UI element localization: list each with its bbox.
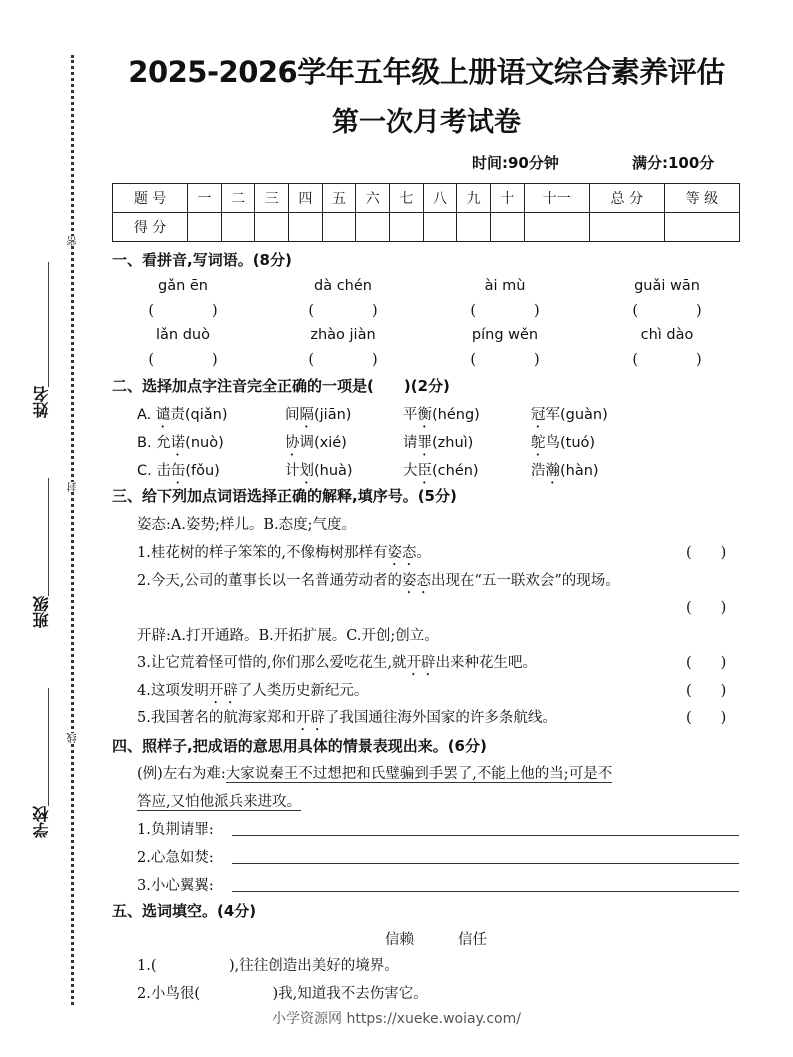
score-table-header bbox=[113, 184, 740, 213]
pinyin-prompt: lǎn duò bbox=[156, 327, 210, 343]
text-segment: 大 bbox=[403, 463, 418, 479]
example-text: 大家说秦王不过想把和氏璧骗到手罢了,不能上他的当;可是不 bbox=[225, 766, 613, 782]
fill-item[interactable]: 2.小鸟很( )我,知道我不去伤害它。 bbox=[137, 986, 428, 1002]
dotted-char: 瀚 bbox=[545, 463, 560, 479]
score-cell[interactable] bbox=[589, 213, 664, 242]
binding-mark: 线 bbox=[68, 733, 79, 743]
name-label: 姓名 bbox=[32, 386, 51, 418]
score-header-cell: 五 bbox=[322, 184, 356, 213]
score-header-cell: 七 bbox=[390, 184, 424, 213]
text-segment: 军(guàn) bbox=[545, 407, 608, 423]
definition-kaipi: 开辟:A.打开通路。B.开拓扩展。C.开创;创立。 bbox=[137, 628, 439, 644]
pinyin-prompt: ài mù bbox=[484, 278, 526, 294]
question-item bbox=[137, 679, 368, 707]
dotted-char: 开辟 bbox=[295, 710, 325, 726]
option-word bbox=[531, 403, 608, 431]
dotted-char: 谴 bbox=[155, 407, 171, 423]
score-cell[interactable] bbox=[221, 213, 255, 242]
score-cell[interactable] bbox=[188, 213, 222, 242]
pinyin-prompt: chì dào bbox=[640, 327, 694, 343]
option-word bbox=[403, 459, 479, 487]
binding-mark: 封 bbox=[68, 482, 79, 492]
text-segment: A. bbox=[137, 407, 156, 423]
idiom-label: 3.小心翼翼: bbox=[137, 878, 214, 894]
score-header-cell: 六 bbox=[356, 184, 390, 213]
dotted-char: 开辟 bbox=[406, 655, 436, 671]
text-segment: 间 bbox=[285, 407, 300, 423]
answer-paren[interactable]: ( ) bbox=[148, 303, 218, 319]
text-segment: C. 击 bbox=[137, 463, 171, 479]
dotted-char: 诺 bbox=[170, 435, 186, 451]
score-header-cell: 九 bbox=[457, 184, 491, 213]
option-word bbox=[137, 431, 224, 459]
text-segment: (nuò) bbox=[185, 435, 224, 451]
score-header-cell: 十一 bbox=[524, 184, 589, 213]
binding-dotted-line bbox=[71, 55, 74, 1005]
score-cell[interactable] bbox=[423, 213, 457, 242]
score-header-cell: 二 bbox=[221, 184, 255, 213]
option-word bbox=[403, 431, 473, 459]
section-1-heading: 一、看拼音,写词语。(8分) bbox=[112, 251, 292, 269]
dotted-char: 臣 bbox=[417, 463, 432, 479]
question-item bbox=[137, 706, 557, 734]
score-cell[interactable] bbox=[457, 213, 491, 242]
option-word bbox=[285, 431, 347, 459]
score-header-cell: 等 级 bbox=[664, 184, 739, 213]
class-label: 班级 bbox=[32, 596, 51, 628]
idiom-label: 1.负荆请罪: bbox=[137, 822, 214, 838]
score-cell[interactable] bbox=[490, 213, 524, 242]
score-row-label: 得 分 bbox=[113, 213, 188, 242]
example-prefix: (例)左右为难: bbox=[137, 766, 226, 782]
pinyin-prompt: guǎi wān bbox=[634, 278, 700, 294]
text-segment: 了人类历史新纪元。 bbox=[237, 683, 369, 699]
dotted-char: 开辟 bbox=[208, 683, 238, 699]
text-segment: B. 允 bbox=[137, 435, 171, 451]
answer-paren[interactable]: ( ) bbox=[632, 352, 702, 368]
class-field[interactable] bbox=[48, 478, 49, 596]
text-segment: 计 bbox=[285, 463, 300, 479]
text-segment: 浩 bbox=[531, 463, 546, 479]
text-segment: 2.今天,公司的董事长以一名普通劳动者的 bbox=[137, 573, 402, 589]
dotted-char: 缶 bbox=[170, 463, 186, 479]
text-segment: 调(xié) bbox=[299, 435, 347, 451]
option-word bbox=[137, 403, 228, 431]
score-header-cell: 八 bbox=[423, 184, 457, 213]
text-segment: (chén) bbox=[432, 463, 479, 479]
text-segment: 鸟(tuó) bbox=[545, 435, 596, 451]
score-cell[interactable] bbox=[390, 213, 424, 242]
text-segment: 。 bbox=[416, 545, 431, 561]
word-option: 信赖 bbox=[385, 932, 414, 948]
binding-mark: 密 bbox=[68, 236, 79, 246]
answer-paren[interactable]: ( ) bbox=[308, 352, 378, 368]
fill-item[interactable]: 1.( ),往往创造出美好的境界。 bbox=[137, 958, 399, 974]
text-segment: (hàn) bbox=[560, 463, 599, 479]
question-item bbox=[137, 541, 431, 569]
answer-line[interactable] bbox=[232, 835, 739, 836]
text-segment: (huà) bbox=[314, 463, 353, 479]
text-segment: (jiān) bbox=[314, 407, 352, 423]
question-item bbox=[137, 569, 620, 597]
text-segment: 请 bbox=[403, 435, 418, 451]
section-2-heading: 二、选择加点字注音完全正确的一项是( )(2分) bbox=[112, 377, 450, 395]
pinyin-prompt: dà chén bbox=[314, 278, 372, 294]
dotted-char: 冠 bbox=[531, 407, 546, 423]
dotted-char: 划 bbox=[299, 463, 314, 479]
answer-line[interactable] bbox=[232, 891, 739, 892]
score-header-cell: 题 号 bbox=[113, 184, 188, 213]
score-cell[interactable] bbox=[322, 213, 356, 242]
answer-paren[interactable]: ( ) bbox=[308, 303, 378, 319]
answer-paren[interactable]: ( ) bbox=[632, 303, 702, 319]
idiom-label: 2.心急如焚: bbox=[137, 850, 214, 866]
answer-paren[interactable]: ( ) bbox=[686, 710, 727, 726]
example-text: 答应,又怕他派兵来进攻。 bbox=[137, 794, 302, 810]
answer-paren[interactable]: ( ) bbox=[470, 352, 540, 368]
text-segment: 责(qiǎn) bbox=[170, 407, 228, 423]
text-segment: (héng) bbox=[432, 407, 480, 423]
text-segment: 平 bbox=[403, 407, 418, 423]
option-word bbox=[285, 403, 351, 431]
dotted-char: 鸵 bbox=[531, 435, 546, 451]
answer-line[interactable] bbox=[232, 863, 739, 864]
text-segment: 4.这项发明 bbox=[137, 683, 209, 699]
answer-paren[interactable]: ( ) bbox=[148, 352, 218, 368]
text-segment: 3.让它荒着怪可惜的,你们那么爱吃花生,就 bbox=[137, 655, 407, 671]
pinyin-prompt: píng wěn bbox=[471, 327, 539, 343]
answer-paren[interactable]: ( ) bbox=[686, 683, 727, 699]
dotted-char: 姿态 bbox=[387, 545, 417, 561]
score-header-cell: 总 分 bbox=[589, 184, 664, 213]
word-option: 信任 bbox=[458, 932, 487, 948]
example-line-2 bbox=[137, 790, 301, 811]
option-word bbox=[137, 459, 220, 487]
option-word bbox=[285, 459, 353, 487]
score-cell[interactable] bbox=[524, 213, 589, 242]
section-5-heading: 五、选词填空。(4分) bbox=[112, 902, 257, 920]
dotted-char: 隔 bbox=[299, 407, 314, 423]
text-segment: 1.桂花树的样子笨笨的,不像梅树那样有 bbox=[137, 545, 388, 561]
score-header-cell: 十 bbox=[490, 184, 524, 213]
section-4-heading: 四、照样子,把成语的意思用具体的情景表现出来。(6分) bbox=[112, 737, 487, 755]
score-header-cell: 三 bbox=[255, 184, 289, 213]
option-word bbox=[403, 403, 480, 431]
score-cell[interactable] bbox=[289, 213, 323, 242]
dotted-char: 罪 bbox=[417, 435, 432, 451]
text-segment: 出来种花生吧。 bbox=[435, 655, 538, 671]
definition-zitai: 姿态:A.姿势;样儿。B.态度;气度。 bbox=[137, 517, 356, 533]
section-3-heading: 三、给下列加点词语选择正确的解释,填序号。(5分) bbox=[112, 487, 457, 505]
text-segment: (zhuì) bbox=[432, 435, 474, 451]
example-line-1 bbox=[137, 762, 612, 783]
full-score: 满分:100分 bbox=[632, 154, 715, 172]
pinyin-prompt: gǎn ēn bbox=[158, 278, 208, 294]
dotted-char: 姿态 bbox=[401, 573, 431, 589]
dotted-char: 衡 bbox=[417, 407, 432, 423]
answer-paren[interactable]: ( ) bbox=[470, 303, 540, 319]
score-header-cell: 一 bbox=[188, 184, 222, 213]
text-segment: 了我国通往海外国家的许多条航线。 bbox=[324, 710, 557, 726]
page-subtitle: 第一次月考试卷 bbox=[332, 107, 521, 138]
footer-watermark: 小学资源网 https://xueke.woiay.com/ bbox=[272, 1011, 521, 1027]
text-segment: 出现在“五一联欢会”的现场。 bbox=[430, 573, 620, 589]
answer-paren[interactable]: ( ) bbox=[686, 600, 727, 616]
score-cell[interactable] bbox=[664, 213, 739, 242]
time-limit: 时间:90分钟 bbox=[472, 154, 559, 172]
score-table bbox=[112, 183, 740, 242]
answer-paren[interactable]: ( ) bbox=[686, 545, 727, 561]
option-word bbox=[531, 431, 595, 459]
dotted-char: 协 bbox=[285, 435, 300, 451]
question-item bbox=[137, 651, 537, 679]
text-segment: (fǒu) bbox=[185, 463, 220, 479]
school-label: 学校 bbox=[32, 806, 51, 838]
score-table-row bbox=[113, 213, 740, 242]
school-field[interactable] bbox=[48, 688, 49, 806]
score-cell[interactable] bbox=[356, 213, 390, 242]
name-field[interactable] bbox=[48, 262, 49, 387]
score-cell[interactable] bbox=[255, 213, 289, 242]
page-title: 2025-2026学年五年级上册语文综合素养评估 bbox=[128, 55, 725, 89]
pinyin-prompt: zhào jiàn bbox=[310, 327, 376, 343]
answer-paren[interactable]: ( ) bbox=[686, 655, 727, 671]
option-word bbox=[531, 459, 599, 487]
score-header-cell: 四 bbox=[289, 184, 323, 213]
text-segment: 5.我国著名的航海家郑和 bbox=[137, 710, 296, 726]
